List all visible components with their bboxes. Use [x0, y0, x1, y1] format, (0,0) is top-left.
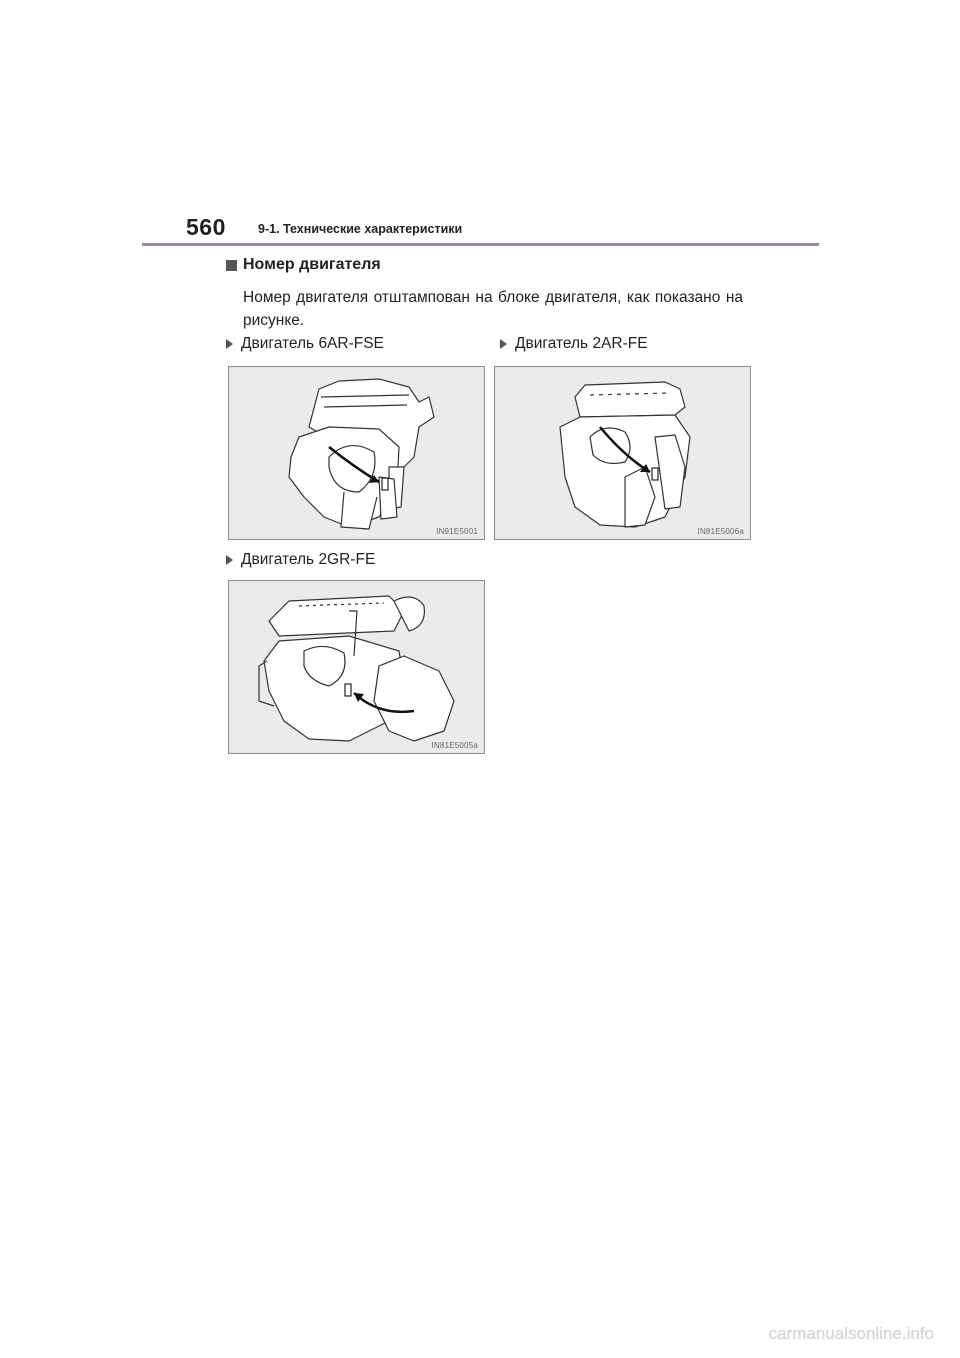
section-title: 9-1. Технические характеристики — [258, 222, 463, 236]
figure-caption-text: Двигатель 2AR-FE — [515, 335, 648, 352]
triangle-bullet-icon — [500, 339, 507, 349]
figure-code: IN91E5001 — [436, 527, 478, 536]
engine-2gr-fe-illustration — [229, 581, 485, 754]
triangle-bullet-icon — [226, 339, 233, 349]
figure-caption-2gr-fe — [226, 551, 375, 569]
figure-code: IN81E5005a — [431, 741, 478, 750]
square-bullet-icon — [226, 260, 237, 271]
figure-engine-2ar-fe — [494, 366, 751, 540]
subsection-heading — [226, 256, 381, 274]
figure-caption-text: Двигатель 6AR-FSE — [241, 335, 384, 352]
engine-number-mark — [345, 684, 351, 696]
figure-caption-text: Двигатель 2GR-FE — [241, 551, 376, 568]
engine-6ar-fse-illustration — [229, 367, 485, 540]
page-number: 560 — [186, 214, 226, 240]
subsection-heading-text: Номер двигателя — [243, 256, 381, 273]
engine-number-mark — [382, 478, 388, 490]
figure-code: IN81E5006a — [697, 527, 744, 536]
engine-number-mark — [652, 468, 658, 480]
header-divider — [142, 243, 819, 246]
figure-engine-6ar-fse — [228, 366, 485, 540]
body-paragraph: Номер двигателя отштампован на блоке двигателя, как показано на рисунке. — [243, 289, 743, 329]
watermark-logo — [754, 1322, 934, 1346]
figure-caption-6ar-fse — [226, 335, 384, 353]
triangle-bullet-icon — [226, 555, 233, 565]
svg-text:carmanualsonline.info: carmanualsonline.info — [768, 1324, 934, 1343]
figure-engine-2gr-fe — [228, 580, 485, 754]
figure-caption-2ar-fe — [500, 335, 648, 353]
engine-2ar-fe-illustration — [495, 367, 751, 540]
